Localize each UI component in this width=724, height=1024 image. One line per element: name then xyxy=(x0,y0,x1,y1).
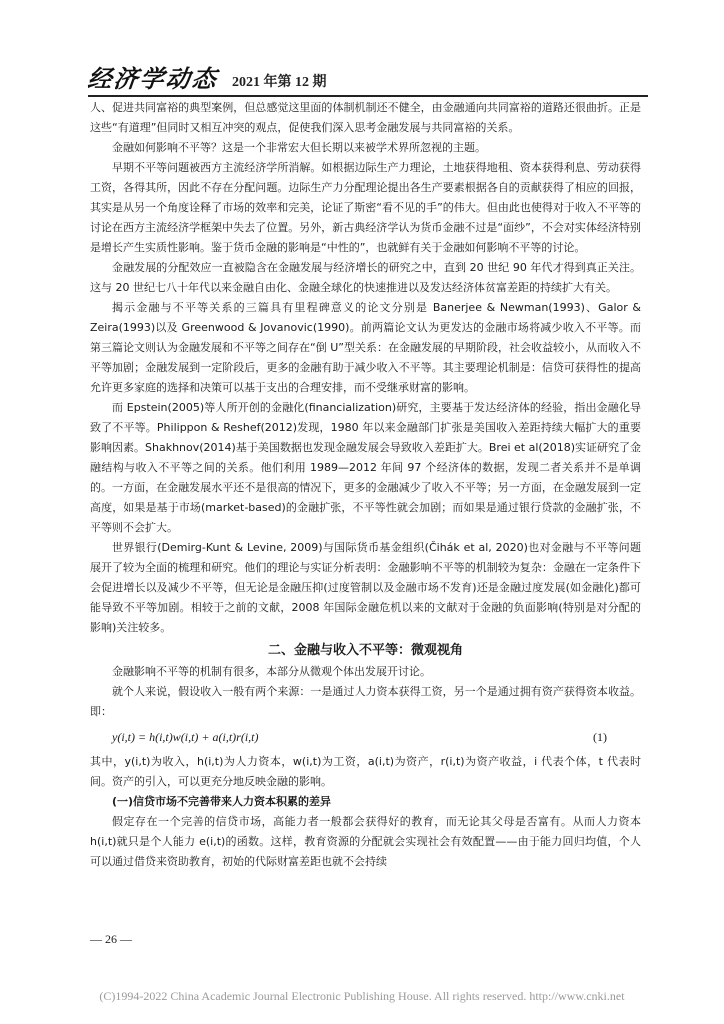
header-rule xyxy=(88,95,648,97)
equation-number: (1) xyxy=(593,730,607,744)
equation xyxy=(90,722,641,752)
paragraph: 其中，y(i,t)为收入，h(i,t)为人力资本，w(i,t)为工资，a(i,t)为资产，r(i,t)为资产收益，i 代表个体，t 代表时间。资产的引入，可以更充分地反映金融的影响。 xyxy=(90,755,641,788)
paragraph: 就个人来说，假设收入一般有两个来源：一是通过人力资本获得工资，另一个是通过拥有资产获得资本收益。即： xyxy=(90,685,641,718)
paragraph: 揭示金融与不平等关系的三篇具有里程碑意义的论文分别是 Banerjee & Newman(1993)、Galor & Zeira(1993)以及 Greenwood & Jovanovic(1990)。前两篇论文认为更发达的金融市场将减少收入不平等。而第三篇论文则认为金融发展和不平等之间存在“倒 U”型关系：在金融发展的早期阶段，社会收益较小，从而收入不平等加剧；金融发展到一定阶段后，更多的金融有助于减少收入不平等。其主要理论机制是：信贷可获得性的提高允许更多家庭的选择和决策可以基于支出的合理安排，而不受继承财富的影响。 xyxy=(90,301,641,394)
running-header xyxy=(88,60,648,94)
article-body xyxy=(90,98,641,872)
paragraph: 金融发展的分配效应一直被隐含在金融发展与经济增长的研究之中，直到 20 世纪 90 年代才得到真正关注。这与 20 世纪七八十年代以来金融自由化、金融全球化的快速推进以及发达经济体贫富差距的持续扩大有关。 xyxy=(90,261,641,294)
paragraph: 早期不平等问题被西方主流经济学所消解。如根据边际生产力理论，土地获得地租、资本获得利息、劳动获得工资，各得其所，因此不存在分配问题。边际生产力分配理论提出各生产要素根据各自的贡献获得了相应的回报，其实是从另一个角度诠释了市场的效率和完美，论证了斯密“看不见的手”的伟大。但由此也使得对于收入不平等的讨论在西方主流经济学框架中失去了位置。另外，新古典经济学认为货币金融不过是“面纱”，不会对实体经济特别是增长产生实质性影响。鉴于货币金融的影响是“中性的”，也就鲜有关于金融如何影响不平等的讨论。 xyxy=(90,161,641,254)
equation-formula: y(i,t) = h(i,t)w(i,t) + a(i,t)r(i,t) xyxy=(112,730,259,744)
paragraph: 世界银行(Demirg-Kunt & Levine, 2009)与国际货币基金组织(Čihák et al, 2020)也对金融与不平等问题展开了较为全面的梳理和研究。他们的理论与实证分析表明：金融影响不平等的机制较为复杂：金融在一定条件下会促进增长以及减少不平等，但无论是金融压抑(过度管制以及金融市场不发育)还是金融过度发展(如金融化)都可能导致不平等加剧。相较于之前的文献，2008 年国际金融危机以来的文献对于金融的负面影响(特别是对分配的影响)关注较多。 xyxy=(90,541,641,634)
section-heading: 二、金融与收入不平等：微观视角 xyxy=(267,643,463,658)
page-number: — 26 — xyxy=(90,932,132,946)
paragraph: 金融如何影响不平等？这是一个非常宏大但长期以来被学术界所忽视的主题。 xyxy=(112,141,486,154)
paragraph: 假定存在一个完善的信贷市场，高能力者一般都会获得好的教育，而无论其父母是否富有。从而人力资本 h(i,t)就只是个人能力 e(i,t)的函数。这样，教育资源的分配就会实现社会有效配置——由于能力回归均值，个人可以通过借贷来资助教育，初始的代际财富差距也就不会持续 xyxy=(90,815,641,868)
journal-logo: 经济学动态 xyxy=(86,64,220,93)
subsection-heading: (一)信贷市场不完善带来人力资本积累的差异 xyxy=(112,795,332,808)
issue-label: 2021 年第 12 期 xyxy=(232,75,327,90)
paragraph: 金融影响不平等的机制有很多，本部分从微观个体出发展开讨论。 xyxy=(112,665,431,678)
copyright-footer: (C)1994-2022 China Academic Journal Electronic Publishing House. All rights reserved. http://www.cnki.net xyxy=(99,989,625,1003)
paragraph: 而 Epstein(2005)等人所开创的金融化(financialization)研究，主要基于发达经济体的经验，指出金融化导致了不平等。Philippon & Reshef(2012)发现，1980 年以来金融部门扩张是美国收入差距持续大幅扩大的重要影响因素。Shakhnov(2014)基于美国数据也发现金融发展会导致收入差距扩大。Brei et al(2018)实证研究了金融结构与收入不平等之间的关系。他们利用 1989—2012 年间 97 个经济体的数据，发现二者关系并不是单调的。一方面，在金融发展水平还不是很高的情况下，更多的金融减少了收入不平等；另一方面，在金融发展到一定高度，如果是基于市场(market-based)的金融扩张，不平等性就会加剧；而如果是通过银行贷款的金融扩张，不平等则不会扩大。 xyxy=(90,401,641,534)
paragraph: 人、促进共同富裕的典型案例，但总感觉这里面的体制机制还不健全，由金融通向共同富裕的道路还很曲折。正是这些“有道理”但同时又相互冲突的观点，促使我们深入思考金融发展与共同富裕的关系。 xyxy=(90,101,641,134)
